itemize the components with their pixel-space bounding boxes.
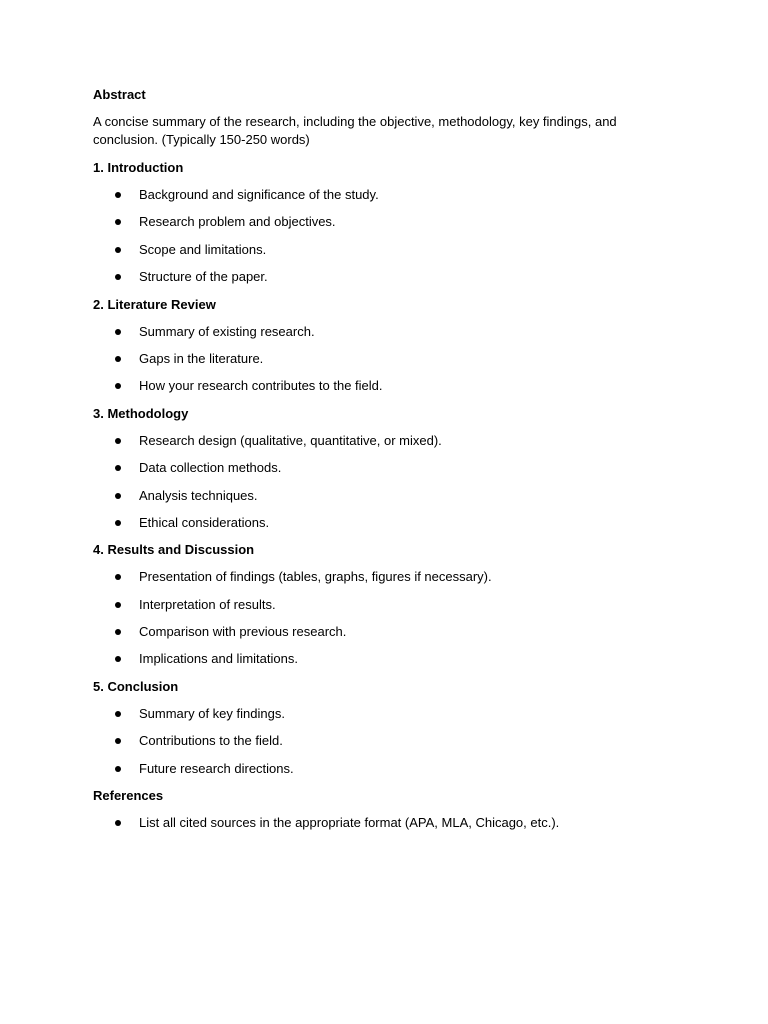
section-block [93, 159, 653, 286]
list-item-text: Presentation of findings (tables, graphs, figures if necessary). [139, 569, 492, 585]
sections-container [93, 159, 653, 832]
list-item-text: Interpretation of results. [139, 596, 276, 612]
bullet-icon [115, 711, 121, 717]
list-item [93, 596, 653, 614]
list-item [93, 814, 653, 832]
bullet-list [93, 323, 653, 396]
list-item [93, 760, 653, 778]
list-item-text: Summary of existing research. [139, 323, 315, 339]
bullet-icon [115, 820, 121, 826]
list-item-text: Gaps in the literature. [139, 350, 264, 366]
list-item-text: List all cited sources in the appropriate format (APA, MLA, Chicago, etc.). [139, 815, 560, 831]
abstract-text: A concise summary of the research, including the objective, methodology, key findings, and conclusion. (Typically 150-250 words) [93, 114, 617, 147]
bullet-icon [115, 356, 121, 362]
list-item [93, 350, 653, 368]
bullet-icon [115, 602, 121, 608]
bullet-list [93, 186, 653, 286]
list-item [93, 241, 653, 259]
bullet-icon [115, 192, 121, 198]
list-item-text: Scope and limitations. [139, 241, 267, 257]
list-item [93, 323, 653, 341]
bullet-icon [115, 247, 121, 253]
list-item [93, 568, 653, 586]
section-heading: References [93, 788, 164, 804]
bullet-icon [115, 738, 121, 744]
bullet-list [93, 814, 653, 832]
list-item-text: Future research directions. [139, 760, 294, 776]
list-item-text: Analysis techniques. [139, 487, 258, 503]
bullet-icon [115, 383, 121, 389]
list-item-text: Structure of the paper. [139, 269, 268, 285]
bullet-icon [115, 465, 121, 471]
abstract-heading: Abstract [93, 87, 146, 102]
list-item-text: Research problem and objectives. [139, 214, 336, 230]
section-block [93, 541, 653, 668]
list-item-text: Ethical considerations. [139, 514, 270, 530]
list-item [93, 650, 653, 668]
section-heading: 1. Introduction [93, 160, 184, 175]
section-block [93, 678, 653, 778]
bullet-icon [115, 520, 121, 526]
list-item [93, 487, 653, 505]
list-item [93, 377, 653, 395]
section-block [93, 405, 653, 532]
list-item [93, 186, 653, 204]
section-heading: 5. Conclusion [93, 678, 179, 694]
bullet-icon [115, 493, 121, 499]
list-item [93, 432, 653, 450]
bullet-icon [115, 219, 121, 225]
bullet-icon [115, 329, 121, 335]
list-item [93, 732, 653, 750]
list-item-text: Contributions to the field. [139, 733, 283, 749]
list-item [93, 514, 653, 532]
list-item [93, 459, 653, 477]
document-page [93, 86, 653, 841]
section-heading: 3. Methodology [93, 405, 189, 421]
bullet-icon [115, 438, 121, 444]
list-item-text: Background and significance of the study. [139, 187, 379, 202]
list-item-text: How your research contributes to the field. [139, 378, 383, 394]
bullet-list [93, 432, 653, 532]
list-item [93, 268, 653, 286]
list-item-text: Research design (qualitative, quantitative, or mixed). [139, 432, 442, 448]
section-block [93, 787, 653, 832]
section-block [93, 296, 653, 396]
bullet-icon [115, 629, 121, 635]
bullet-icon [115, 574, 121, 580]
list-item-text: Comparison with previous research. [139, 624, 347, 640]
list-item-text: Summary of key findings. [139, 705, 285, 721]
bullet-list [93, 568, 653, 668]
list-item-text: Data collection methods. [139, 460, 282, 476]
bullet-icon [115, 656, 121, 662]
list-item [93, 213, 653, 231]
list-item-text: Implications and limitations. [139, 651, 298, 667]
list-item [93, 705, 653, 723]
section-heading: 2. Literature Review [93, 296, 216, 312]
section-heading: 4. Results and Discussion [93, 542, 255, 558]
bullet-list [93, 705, 653, 778]
bullet-icon [115, 274, 121, 280]
list-item [93, 623, 653, 641]
bullet-icon [115, 766, 121, 772]
